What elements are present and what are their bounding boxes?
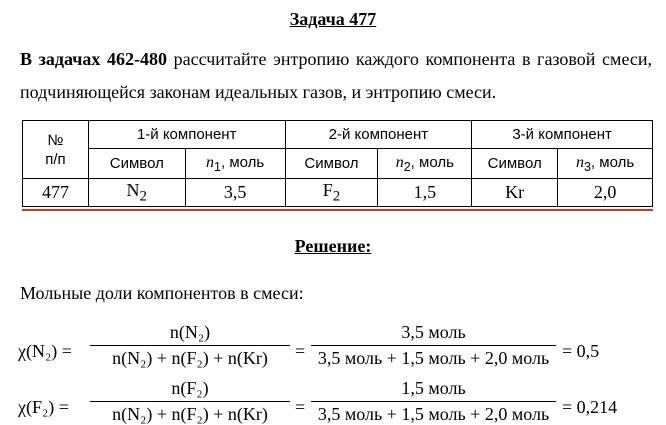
eq1-equals: = [295, 341, 306, 361]
intro-paragraph [20, 43, 652, 109]
header-mol-1: $n_1$, моль [185, 149, 285, 179]
header-mol-2: $n_2$, моль [378, 149, 472, 179]
eq1-lhs: χ(N₂) = [18, 341, 72, 361]
eq1-frac2-den: 3,5 моль + 1,5 моль + 2,0 моль [317, 348, 550, 368]
intro-rest: рассчитайте энтропию каждого компонента в газовой смеси, подчиняющейся законам идеальных газов, и энтропию смеси. [20, 49, 653, 102]
header-number-pp: п/п [45, 150, 66, 168]
eq2-frac1-num: n(F₂) [171, 378, 209, 398]
header-mol-3: $n_3$, моль [558, 149, 653, 179]
molar-fractions-heading: Мольные доли компонентов в смеси: [20, 283, 304, 303]
header-component-1: 1-й компонент [88, 121, 285, 149]
eq2-frac2-den: 3,5 моль + 1,5 моль + 2,0 моль [317, 404, 550, 424]
eq2-frac1-bar [90, 401, 290, 402]
eq2-fraction-symbolic [90, 378, 290, 425]
eq2-frac2-num: 1,5 моль [401, 378, 466, 398]
eq2-equals: = [295, 397, 306, 417]
problem-title: Задача 477 [289, 9, 377, 29]
eq1-frac2-bar [311, 345, 556, 346]
header-symbol-1: Символ [88, 149, 185, 179]
eq1-frac1-num: n(N₂) [169, 322, 211, 342]
header-number-sign: № [47, 131, 64, 149]
eq2-lhs: χ(F₂) = [18, 397, 69, 417]
eq2-result: = 0,214 [562, 397, 618, 417]
eq1-fraction-numeric [311, 322, 556, 369]
eq1-frac1-den: n(N₂) + n(F₂) + n(Kr) [112, 348, 268, 368]
cell-n2: 1,5 [378, 179, 472, 207]
header-symbol-2: Символ [285, 149, 378, 179]
cell-number: 477 [23, 179, 89, 207]
eq1-fraction-symbolic [90, 322, 290, 369]
table-row [23, 179, 653, 207]
cell-symbol-1: $N_2$ [88, 179, 185, 207]
intro-bold: В задачах 462-480 [20, 49, 168, 69]
cell-symbol-2: $F_2$ [285, 179, 378, 207]
eq2-frac2-bar [311, 401, 556, 402]
cell-n3: 2,0 [558, 179, 653, 207]
header-symbol-3: Символ [472, 149, 558, 179]
header-number [23, 121, 89, 179]
table-underline [22, 209, 653, 211]
header-component-2: 2-й компонент [285, 121, 472, 149]
components-table [22, 120, 653, 207]
cell-n1: 3,5 [185, 179, 285, 207]
cell-symbol-3: Kr [472, 179, 558, 207]
eq1-frac1-bar [90, 345, 290, 346]
eq2-frac1-den: n(N₂) + n(F₂) + n(Kr) [112, 404, 268, 424]
solution-title: Решение: [294, 236, 372, 256]
eq1-frac2-num: 3,5 моль [401, 322, 466, 342]
eq1-result: = 0,5 [562, 341, 600, 361]
header-component-3: 3-й компонент [472, 121, 653, 149]
eq2-fraction-numeric [311, 378, 556, 425]
